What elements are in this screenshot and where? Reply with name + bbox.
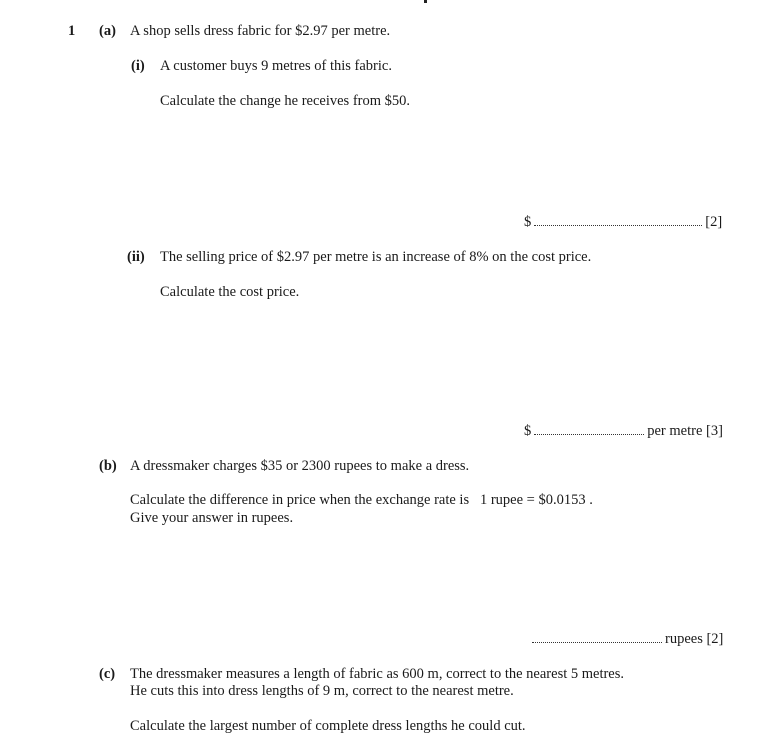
part-c-line3: Calculate the largest number of complete dress lengths he could cut. bbox=[130, 718, 526, 734]
part-a-ii-line2: Calculate the cost price. bbox=[160, 284, 300, 300]
answer-dotted-line[interactable] bbox=[534, 423, 644, 435]
part-c-line2: He cuts this into dress lengths of 9 m, correct to the nearest metre. bbox=[130, 683, 514, 699]
answer-prefix: $ bbox=[524, 423, 532, 439]
part-b-line2: Give your answer in rupees. bbox=[130, 510, 294, 526]
answer-dotted-line[interactable] bbox=[534, 214, 702, 226]
answer-suffix: per metre [3] bbox=[647, 423, 723, 439]
part-b-label: (b) bbox=[99, 458, 117, 474]
part-c-label: (c) bbox=[99, 666, 116, 682]
answer-line-b[interactable] bbox=[532, 631, 723, 648]
part-a-i-label: (i) bbox=[131, 58, 145, 74]
answer-suffix: rupees [2] bbox=[665, 631, 724, 647]
answer-line-a-ii[interactable] bbox=[524, 423, 723, 440]
part-c-line1: The dressmaker measures a length of fabric as 600 m, correct to the nearest 5 metres. bbox=[130, 666, 625, 682]
part-b-stem: A dressmaker charges $35 or 2300 rupees to make a dress. bbox=[130, 458, 470, 474]
marks: [2] bbox=[705, 214, 723, 230]
part-a-ii-line1: The selling price of $2.97 per metre is an increase of 8% on the cost price. bbox=[160, 249, 592, 265]
part-a-ii-label: (ii) bbox=[127, 249, 145, 265]
answer-prefix: $ bbox=[524, 214, 532, 230]
part-b-line1: Calculate the difference in price when the exchange rate is 1 rupee = $0.0153 . bbox=[130, 492, 593, 508]
part-a-i-line1: A customer buys 9 metres of this fabric. bbox=[160, 58, 392, 74]
answer-line-a-i[interactable] bbox=[524, 214, 722, 231]
question-number: 1 bbox=[68, 23, 76, 39]
part-a-i-line2: Calculate the change he receives from $50. bbox=[160, 93, 411, 109]
scan-mark bbox=[424, 0, 427, 3]
part-a-stem: A shop sells dress fabric for $2.97 per metre. bbox=[130, 23, 391, 39]
part-a-label: (a) bbox=[99, 23, 116, 39]
answer-dotted-line[interactable] bbox=[532, 631, 662, 643]
